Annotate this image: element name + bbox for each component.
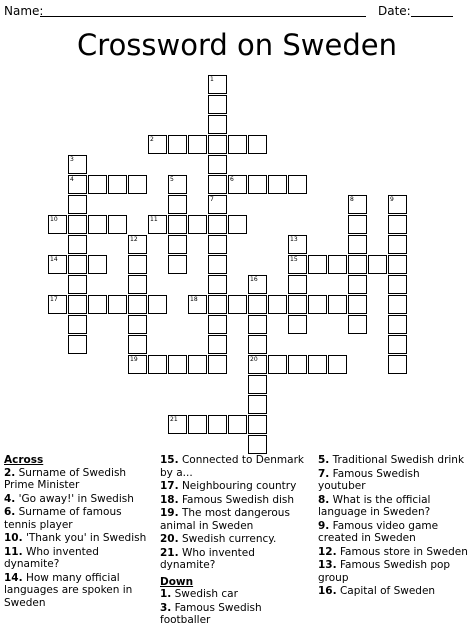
- grid-cell[interactable]: [288, 175, 307, 194]
- grid-cell[interactable]: [228, 175, 247, 194]
- grid-cell[interactable]: [308, 355, 327, 374]
- clue-number: 8: [350, 196, 354, 203]
- grid-cell[interactable]: [208, 115, 227, 134]
- grid-cell[interactable]: [168, 135, 187, 154]
- grid-cell[interactable]: [128, 335, 147, 354]
- clue-number: 11: [150, 216, 158, 223]
- clue-number: 14: [50, 256, 58, 263]
- grid-cell[interactable]: [108, 215, 127, 234]
- clue-number: 5: [170, 176, 174, 183]
- grid-cell[interactable]: [128, 355, 147, 374]
- grid-cell[interactable]: [328, 355, 347, 374]
- clue-down-9: 9. Famous video game created in Sweden: [318, 519, 439, 544]
- grid-cell[interactable]: [128, 275, 147, 294]
- clue-down-3: 3. Famous Swedish footballer: [160, 601, 262, 626]
- clues-column-2: [160, 454, 310, 628]
- grid-cell[interactable]: [188, 415, 207, 434]
- grid-cell[interactable]: [88, 215, 107, 234]
- clue-number: 6: [230, 176, 234, 183]
- grid-cell[interactable]: [388, 255, 407, 274]
- grid-cell[interactable]: [228, 415, 247, 434]
- grid-cell[interactable]: [268, 295, 287, 314]
- grid-cell[interactable]: [308, 255, 327, 274]
- clue-number: 13: [290, 236, 298, 243]
- grid-cell[interactable]: [68, 275, 87, 294]
- clue-number: 2: [150, 136, 154, 143]
- down-heading: Down: [160, 575, 194, 588]
- clue-across-18: 18. Famous Swedish dish: [160, 493, 295, 506]
- grid-cell[interactable]: [248, 275, 267, 294]
- grid-cell[interactable]: [348, 235, 367, 254]
- clue-number: 10: [50, 216, 58, 223]
- clue-number: 4: [70, 176, 74, 183]
- grid-cell[interactable]: [388, 195, 407, 214]
- grid-cell[interactable]: [168, 175, 187, 194]
- clue-across-2: 2. Surname of Swedish Prime Minister: [4, 466, 127, 491]
- grid-cell[interactable]: [68, 235, 87, 254]
- clue-across-14: 14. How many official languages are spoken in Sweden: [4, 571, 133, 609]
- name-label: Name:: [4, 4, 44, 18]
- grid-cell[interactable]: [208, 95, 227, 114]
- grid-cell[interactable]: [208, 215, 227, 234]
- grid-cell[interactable]: [108, 175, 127, 194]
- clue-down-7: 7. Famous Swedish youtuber: [318, 467, 420, 492]
- grid-cell[interactable]: [188, 135, 207, 154]
- grid-cell[interactable]: [388, 315, 407, 334]
- clues-column-3: [318, 454, 470, 599]
- grid-cell[interactable]: [68, 315, 87, 334]
- clue-across-20: 20. Swedish currency.: [160, 533, 277, 545]
- clue-down-13: 13. Famous Swedish pop group: [318, 559, 451, 584]
- grid-cell[interactable]: [108, 295, 127, 314]
- clue-across-17: 17. Neighbouring country: [160, 480, 297, 492]
- grid-cell[interactable]: [308, 295, 327, 314]
- across-heading: Across: [4, 454, 44, 466]
- grid-cell[interactable]: [268, 355, 287, 374]
- clue-across-19: 19. The most dangerous animal in Sweden: [160, 507, 290, 532]
- date-label: Date:: [378, 4, 411, 18]
- grid-cell[interactable]: [248, 435, 267, 454]
- grid-cell[interactable]: [288, 315, 307, 334]
- grid-cell[interactable]: [68, 215, 87, 234]
- grid-cell[interactable]: [208, 255, 227, 274]
- grid-cell[interactable]: [168, 255, 187, 274]
- clue-across-21: 21. Who invented dynamite?: [160, 546, 255, 571]
- grid-cell[interactable]: [208, 155, 227, 174]
- grid-cell[interactable]: [388, 235, 407, 254]
- clue-number: 17: [50, 296, 58, 303]
- clue-down-1: 1. Swedish car: [160, 588, 238, 600]
- clue-number: 7: [210, 196, 214, 203]
- grid-cell[interactable]: [248, 355, 267, 374]
- grid-cell[interactable]: [248, 175, 267, 194]
- grid-cell[interactable]: [248, 415, 267, 434]
- grid-cell[interactable]: [168, 215, 187, 234]
- grid-cell[interactable]: [288, 235, 307, 254]
- grid-cell[interactable]: [208, 195, 227, 214]
- grid-cell[interactable]: [228, 215, 247, 234]
- grid-cell[interactable]: [248, 135, 267, 154]
- grid-cell[interactable]: [288, 295, 307, 314]
- clue-number: 1: [210, 76, 214, 83]
- grid-cell[interactable]: [88, 295, 107, 314]
- grid-cell[interactable]: [68, 155, 87, 174]
- grid-cell[interactable]: [208, 135, 227, 154]
- grid-cell[interactable]: [208, 315, 227, 334]
- grid-cell[interactable]: [368, 255, 387, 274]
- grid-cell[interactable]: [208, 355, 227, 374]
- grid-cell[interactable]: [348, 315, 367, 334]
- grid-cell[interactable]: [128, 175, 147, 194]
- clues-column-1: [4, 454, 154, 610]
- grid-cell[interactable]: [48, 215, 67, 234]
- grid-cell[interactable]: [208, 235, 227, 254]
- grid-cell[interactable]: [288, 275, 307, 294]
- grid-cell[interactable]: [248, 395, 267, 414]
- clue-number: 9: [390, 196, 394, 203]
- clue-down-8: 8. What is the official language in Sweden?: [318, 493, 431, 518]
- grid-cell[interactable]: [188, 215, 207, 234]
- grid-cell[interactable]: [128, 295, 147, 314]
- grid-cell[interactable]: [388, 215, 407, 234]
- grid-cell[interactable]: [348, 215, 367, 234]
- clue-across-11: 11. Who invented dynamite?: [4, 545, 99, 570]
- grid-cell[interactable]: [128, 315, 147, 334]
- grid-cell[interactable]: [148, 355, 167, 374]
- grid-cell[interactable]: [188, 295, 207, 314]
- grid-cell[interactable]: [228, 295, 247, 314]
- clue-across-4: 4. 'Go away!' in Swedish: [4, 492, 134, 505]
- grid-cell[interactable]: [168, 235, 187, 254]
- grid-cell[interactable]: [208, 415, 227, 434]
- grid-cell[interactable]: [288, 255, 307, 274]
- grid-cell[interactable]: [248, 375, 267, 394]
- grid-cell[interactable]: [188, 355, 207, 374]
- clue-across-10: 10. 'Thank you' in Swedish: [4, 532, 147, 544]
- grid-cell[interactable]: [328, 295, 347, 314]
- grid-cell[interactable]: [388, 355, 407, 374]
- grid-cell[interactable]: [128, 255, 147, 274]
- grid-cell[interactable]: [388, 295, 407, 314]
- grid-cell[interactable]: [128, 235, 147, 254]
- clue-number: 20: [250, 356, 258, 363]
- grid-cell[interactable]: [388, 275, 407, 294]
- grid-cell[interactable]: [168, 355, 187, 374]
- clue-down-5: 5. Traditional Swedish drink: [318, 454, 465, 466]
- grid-cell[interactable]: [48, 295, 67, 314]
- clue-number: 19: [130, 356, 138, 363]
- grid-cell[interactable]: [288, 355, 307, 374]
- grid-cell[interactable]: [208, 295, 227, 314]
- grid-cell[interactable]: [228, 135, 247, 154]
- grid-cell[interactable]: [68, 195, 87, 214]
- grid-cell[interactable]: [268, 175, 287, 194]
- grid-cell[interactable]: [208, 335, 227, 354]
- grid-cell[interactable]: [348, 195, 367, 214]
- grid-cell[interactable]: [168, 195, 187, 214]
- clue-number: 15: [290, 256, 298, 263]
- grid-cell[interactable]: [348, 295, 367, 314]
- grid-cell[interactable]: [48, 255, 67, 274]
- grid-cell[interactable]: [248, 315, 267, 334]
- grid-cell[interactable]: [88, 255, 107, 274]
- grid-cell[interactable]: [168, 415, 187, 434]
- grid-cell[interactable]: [68, 295, 87, 314]
- clue-number: 21: [170, 416, 178, 423]
- grid-cell[interactable]: [68, 335, 87, 354]
- grid-cell[interactable]: [148, 215, 167, 234]
- grid-cell[interactable]: [328, 255, 347, 274]
- grid-cell[interactable]: [248, 295, 267, 314]
- grid-cell[interactable]: [348, 255, 367, 274]
- clue-number: 12: [130, 236, 138, 243]
- page-title: Crossword on Sweden: [77, 28, 397, 62]
- clue-number: 16: [250, 276, 258, 283]
- grid-cell[interactable]: [148, 295, 167, 314]
- grid-cell[interactable]: [208, 175, 227, 194]
- clue-across-6: 6. Surname of famous tennis player: [4, 506, 122, 531]
- grid-cell[interactable]: [248, 335, 267, 354]
- clue-down-16: 16. Capital of Sweden: [318, 585, 436, 597]
- clue-across-15: 15. Connected to Denmark by a...: [160, 454, 304, 479]
- grid-cell[interactable]: [68, 255, 87, 274]
- clue-number: 18: [190, 296, 198, 303]
- clue-number: 3: [70, 156, 74, 163]
- clue-down-12: 12. Famous store in Sweden: [318, 545, 468, 558]
- grid-cell[interactable]: [148, 135, 167, 154]
- grid-cell[interactable]: [68, 175, 87, 194]
- grid-cell[interactable]: [88, 175, 107, 194]
- grid-cell[interactable]: [348, 275, 367, 294]
- grid-cell[interactable]: [388, 335, 407, 354]
- grid-cell[interactable]: [208, 275, 227, 294]
- grid-cell[interactable]: [208, 75, 227, 94]
